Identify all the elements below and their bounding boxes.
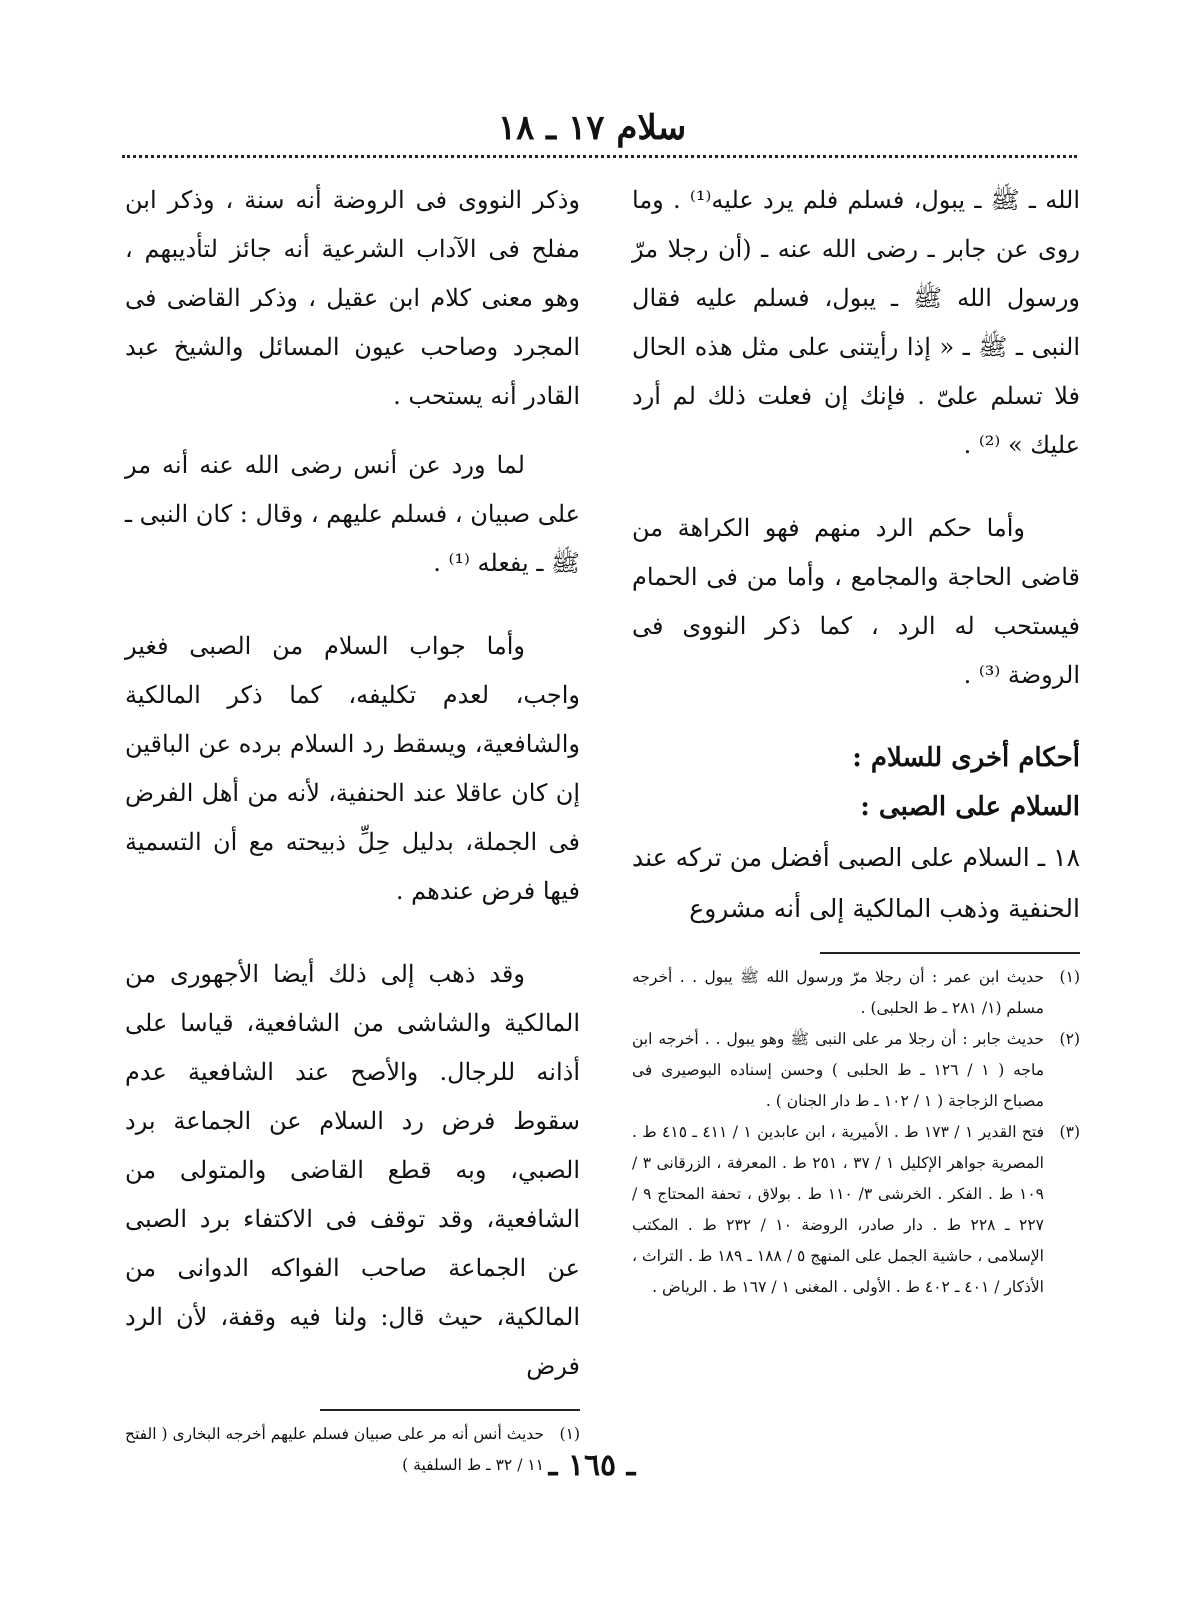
footnote-number: (٢) [1059,1030,1080,1048]
running-header: سلام ١٧ ـ ١٨ [497,108,687,148]
left-column [125,176,580,1481]
footnote-number: (١) [559,1425,580,1443]
paragraph: الله ـ ﷺ ـ يبول، فسلم فلم يرد عليه⁽¹⁾ . وما روى عن جابر ـ رضى الله عنه ـ (أن رجلا مرّ ورسول الله ﷺ ـ يبول، فسلم عليه فقال النبى ـ ﷺ ـ « إذا رأيتنى على مثل هذه الحال فلا تسلم علىّ . فإنك إن فعلت ذلك لم أرد عليك » ⁽²⁾ . [632,186,1081,459]
footnote-number: (١) [1059,968,1080,986]
footnote-rule [820,952,1080,954]
paragraph: وقد ذهب إلى ذلك أيضا الأجهورى من المالكية والشاشى من الشافعية، قياسا على أذانه للرجال. والأصح عند الشافعية عدم سقوط فرض رد السلام عن الجماعة برد الصبي، وبه قطع القاضى والمتولى من الشافعية، وقد توقف فى الاكتفاء برد الصبى عن الجماعة صاحب الفواكه الدوانى من المالكية، حيث قال: ولنا فيه وقفة، لأن الرد فرض [125,960,580,1380]
footnote-text: فتح القدير ١ / ١٧٣ ط . الأميرية ، ابن عابدين ١ / ٤١١ ـ ٤١٥ ط . المصرية جواهر الإكليل ١ / ٣٧ ، ٢٥١ ط . المعرفة ، الزرقانى ٣ / ١٠٩ ط . الفكر . الخرشى ٣/ ١١٠ ط . بولاق ، تحفة المحتاج ٩ / ٢٢٧ ـ ٢٢٨ ط . دار صادر، الروضة ١٠ / ٢٣٢ ط . المكتب الإسلامى ، حاشية الجمل على المنهج ٥ / ١٨٨ ـ ١٨٩ ط . التراث ، الأذكار / ٤٠١ ـ ٤٠٢ ط . الأولى . المغنى ١ / ١٦٧ ط . الرياض . [632,1123,1045,1296]
numbered-paragraph: ١٨ ـ السلام على الصبى أفضل من تركه عند الحنفية وذهب المالكية إلى أنه مشروع [632,843,1080,923]
footnote-number: (٣) [1059,1123,1080,1141]
footnote [632,1117,1080,1303]
dotted-divider [122,155,1077,158]
footnote-text: حديث أنس أنه مر على صبيان فسلم عليهم أخرجه البخارى ( الفتح ١١ / ٣٢ ـ ط السلفية ) [125,1425,544,1474]
section-heading: أحكام أخرى للسلام : [852,743,1080,773]
paragraph: وأما جواب السلام من الصبى فغير واجب، لعدم تكليفه، كما ذكر المالكية والشافعية، ويسقط رد السلام برده عن الباقين إن كان عاقلا عند الحنفية، لأنه من أهل الفرض فى الجملة، بدليل حِلِّ ذبيحته مع أن التسمية فيها فرض عندهم . [125,632,580,905]
paragraph: لما ورد عن أنس رضى الله عنه أنه مر على صبيان ، فسلم عليهم ، وقال : كان النبى ـ ﷺ ـ يفعله ⁽¹⁾ . [125,451,580,577]
footnote-text: حديث ابن عمر : أن رجلا مرّ ورسول الله ﷺ يبول . . أخرجه مسلم (١/ ٢٨١ ـ ط الحلبى) . [632,968,1044,1017]
footnote-text: حديث جابر : أن رجلا مر على النبى ﷺ وهو يبول . . أخرجه ابن ماجه ( ١ / ١٢٦ ـ ط الحلبى ) وحسن إسناده البوصيرى فى مصباح الزجاجة ( ١ / ١٠٢ ـ ط دار الجنان ) . [632,1030,1044,1110]
right-column [632,176,1080,1303]
footnote [632,962,1080,1024]
paragraph: وذكر النووى فى الروضة أنه سنة ، وذكر ابن مفلح فى الآداب الشرعية أنه جائز لتأديبهم ، وهو معنى كلام ابن عقيل ، وذكر القاضى فى المجرد وصاحب عيون المسائل والشيخ عبد القادر أنه يستحب . [125,186,580,410]
page-number: ـ ١٦٥ ـ [548,1448,636,1483]
paragraph: وأما حكم الرد منهم فهو الكراهة من قاضى الحاجة والمجامع ، وأما من فى الحمام فيستحب له الرد ، كما ذكر النووى فى الروضة ⁽³⁾ . [632,514,1080,689]
subsection-heading: السلام على الصبى : [860,792,1080,822]
footnote [632,1024,1080,1117]
footnote-rule [320,1409,580,1411]
